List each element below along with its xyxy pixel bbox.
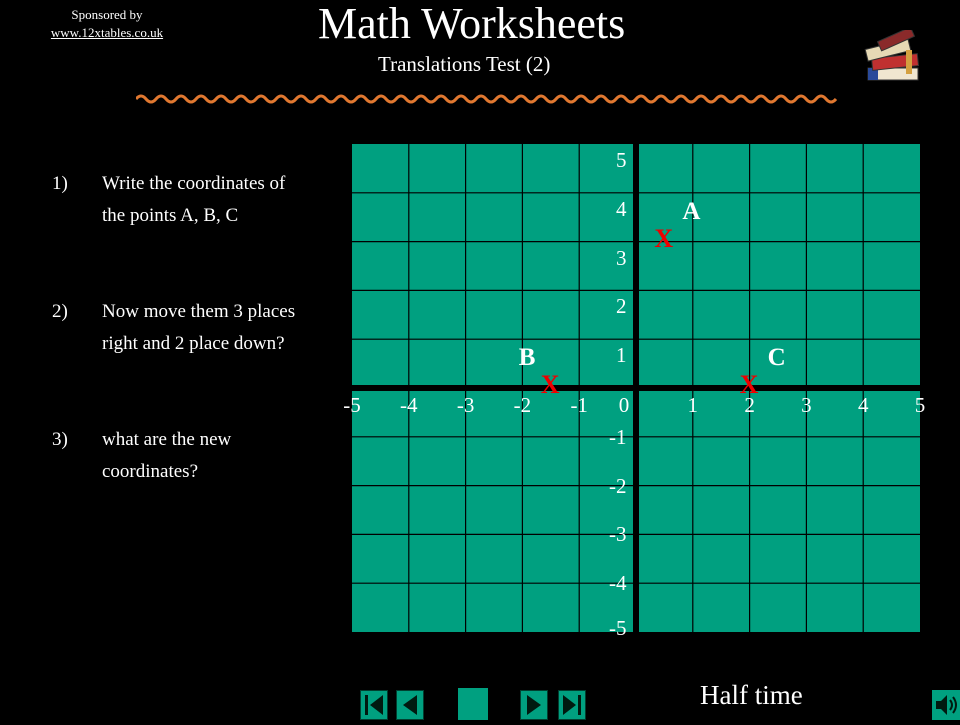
x-tick-label: 4 — [857, 393, 869, 417]
point-label: C — [767, 344, 786, 371]
question-text: what are the new coordinates? — [102, 429, 232, 482]
y-tick-label: 5 — [616, 148, 627, 172]
x-tick-label: 2 — [744, 393, 755, 417]
sponsor-label: Sponsored by — [71, 7, 143, 22]
x-tick-label: -3 — [456, 393, 475, 417]
question-number: 2) — [52, 301, 68, 322]
question-text: Now move them 3 places right and 2 place down? — [102, 301, 296, 354]
question-text: Write the coordinates of the points A, B, C — [102, 173, 286, 226]
next-slide-icon — [521, 691, 547, 719]
y-tick-label: -5 — [609, 616, 627, 640]
coordinate-grid — [352, 144, 920, 632]
x-tick-label: 5 — [914, 393, 926, 417]
home-icon — [458, 688, 488, 720]
y-tick-label: 2 — [616, 294, 627, 319]
status-text: Half time — [700, 680, 803, 710]
first-slide-button[interactable] — [360, 690, 388, 720]
first-slide-icon — [361, 691, 387, 719]
y-tick-label: 3 — [616, 245, 627, 270]
sponsor-block — [22, 6, 192, 42]
question-number: 3) — [52, 429, 68, 450]
y-tick-label: -1 — [609, 424, 627, 449]
point-label: A — [682, 197, 701, 225]
x-tick-label: -1 — [570, 393, 588, 417]
last-slide-icon — [559, 691, 585, 719]
page-title: Math Worksheets — [318, 0, 626, 48]
home-button[interactable] — [458, 688, 488, 720]
last-slide-button[interactable] — [558, 690, 586, 720]
point-marker: X — [654, 223, 674, 253]
previous-slide-icon — [397, 691, 423, 719]
point-marker: X — [739, 370, 759, 399]
point-label: B — [518, 344, 536, 371]
books-icon — [862, 30, 928, 91]
point-marker: X — [540, 370, 560, 399]
x-tick-label: 1 — [687, 393, 699, 417]
page-subtitle: Translations Test (2) — [378, 52, 551, 76]
question-number: 1) — [52, 173, 68, 194]
x-tick-label: -5 — [343, 393, 361, 417]
previous-slide-button[interactable] — [396, 690, 424, 720]
x-tick-label: 0 — [618, 393, 630, 417]
sponsor-link[interactable]: www.12xtables.co.uk — [50, 25, 164, 40]
y-tick-label: -2 — [609, 473, 627, 498]
sound-icon — [932, 690, 960, 720]
sound-button[interactable] — [932, 690, 960, 720]
y-tick-label: 1 — [616, 343, 627, 368]
y-tick-label: -4 — [609, 571, 627, 596]
x-tick-label: -2 — [513, 393, 532, 417]
y-tick-label: 4 — [616, 196, 627, 221]
y-tick-label: -3 — [609, 522, 627, 547]
x-tick-label: -4 — [400, 393, 418, 417]
x-tick-label: 3 — [801, 393, 812, 417]
decorative-wave — [136, 92, 838, 106]
next-slide-button[interactable] — [520, 690, 548, 720]
